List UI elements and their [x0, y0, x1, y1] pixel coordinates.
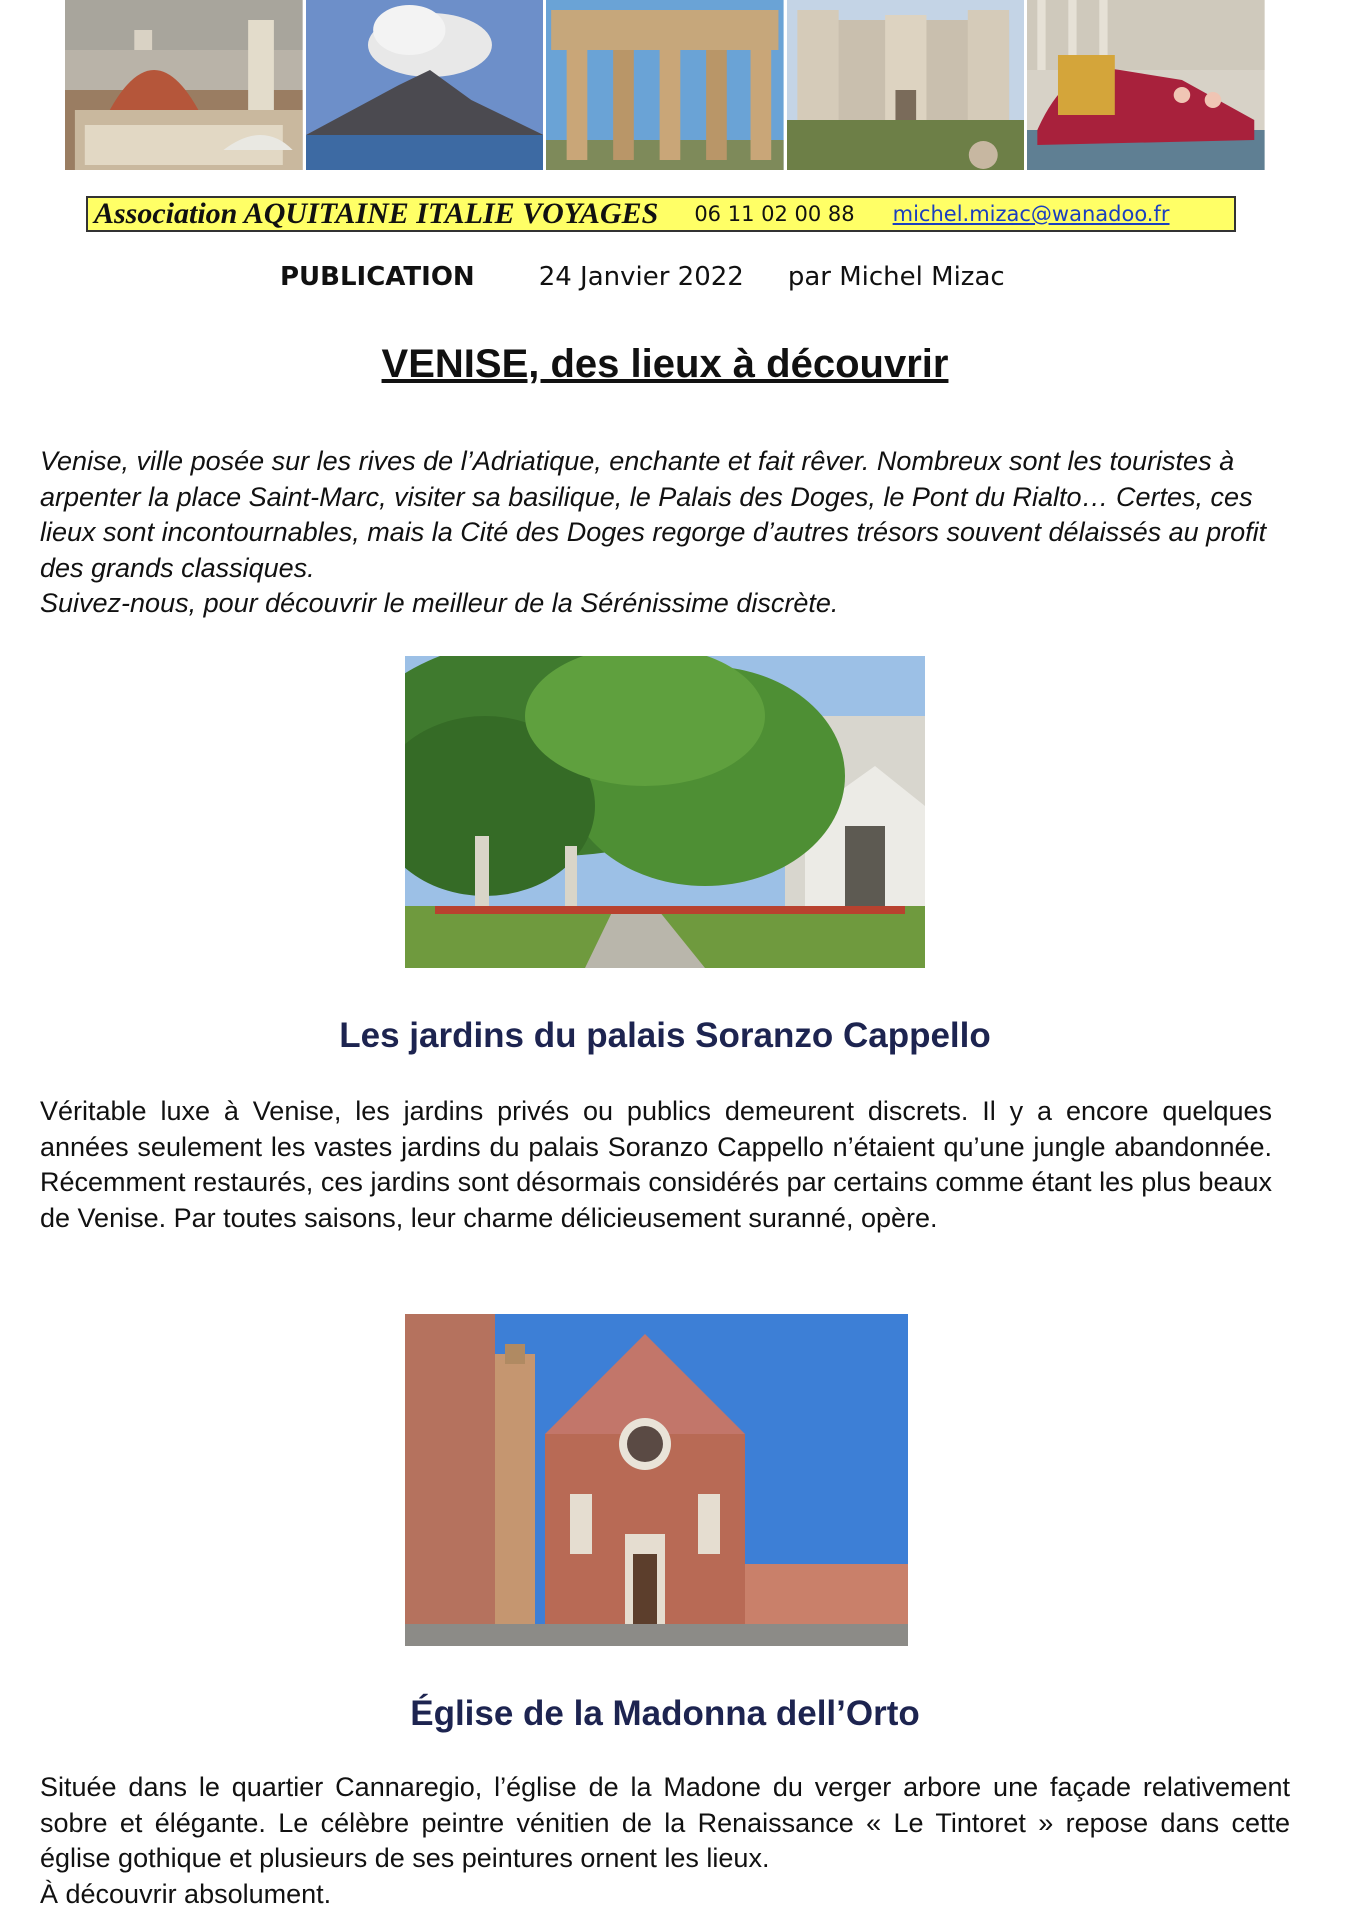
castel-del-monte-photo: [787, 0, 1025, 170]
paragraph: Véritable luxe à Venise, les jardins privés ou publics demeurent discrets. Il y a encore quelques années seulement les vastes jardins du palais Soranzo Cappello n’étaient qu’une jungle abandonnée. Récemment restaurés, ces jardins sont désormais considérés par certains comme étant les plus beaux de Venise. Par toutes saisons, leur charme délicieusement suranné, opère.: [40, 1096, 1272, 1233]
paragraph: Située dans le quartier Cannaregio, l’église de la Madone du verger arbore une façade relativement sobre et élégante. Le célèbre peintre vénitien de la Renaissance « Le Tintoret » repose dans cette église gothique et plusieurs de ses peintures ornent les lieux.: [40, 1772, 1290, 1873]
florence-duomo-photo: [65, 0, 303, 170]
association-phone: 06 11 02 00 88: [694, 202, 855, 226]
publication-author: par Michel Mizac: [787, 262, 1005, 292]
association-name: Association AQUITAINE ITALIE VOYAGES: [94, 197, 659, 230]
section-title-garden: Les jardins du palais Soranzo Cappello: [339, 1016, 991, 1055]
association-email-link[interactable]: michel.mizac@wanadoo.fr: [892, 202, 1170, 226]
section-title-church: Église de la Madonna dell’Orto: [410, 1694, 920, 1733]
section-text-garden: [40, 1094, 1272, 1236]
association-bar: [86, 196, 1236, 232]
publication-label: PUBLICATION: [280, 262, 475, 292]
page-title: VENISE, des lieux à découvrir: [381, 342, 949, 386]
intro-paragraph: Venise, ville posée sur les rives de l’Adriatique, enchante et fait rêver. Nombreux sont les touristes à arpenter la place Saint-Marc, visiter sa basilique, le Palais des Doges, le Pont du Rialto… Certes, ces lieux sont incontournables, mais la Cité des Doges regorge d’autres trésors souvent délaissés au profit des grands classiques.: [40, 446, 1267, 583]
publication-date: 24 Janvier 2022: [538, 262, 744, 292]
intro-paragraph: Suivez-nous, pour découvrir le meilleur de la Sérénissime discrète.: [40, 588, 839, 618]
paragraph: À découvrir absolument.: [40, 1878, 332, 1909]
intro-text: [40, 444, 1280, 622]
madonna-dellorto-church-photo: [405, 1314, 908, 1646]
venice-regatta-boat-photo: [1027, 0, 1265, 170]
stromboli-volcano-photo: [306, 0, 544, 170]
section-text-church: [40, 1770, 1290, 1912]
soranzo-garden-photo: [405, 656, 925, 968]
segesta-temple-photo: [546, 0, 784, 170]
publication-line: [280, 262, 1005, 292]
header-banner: [65, 0, 1265, 170]
